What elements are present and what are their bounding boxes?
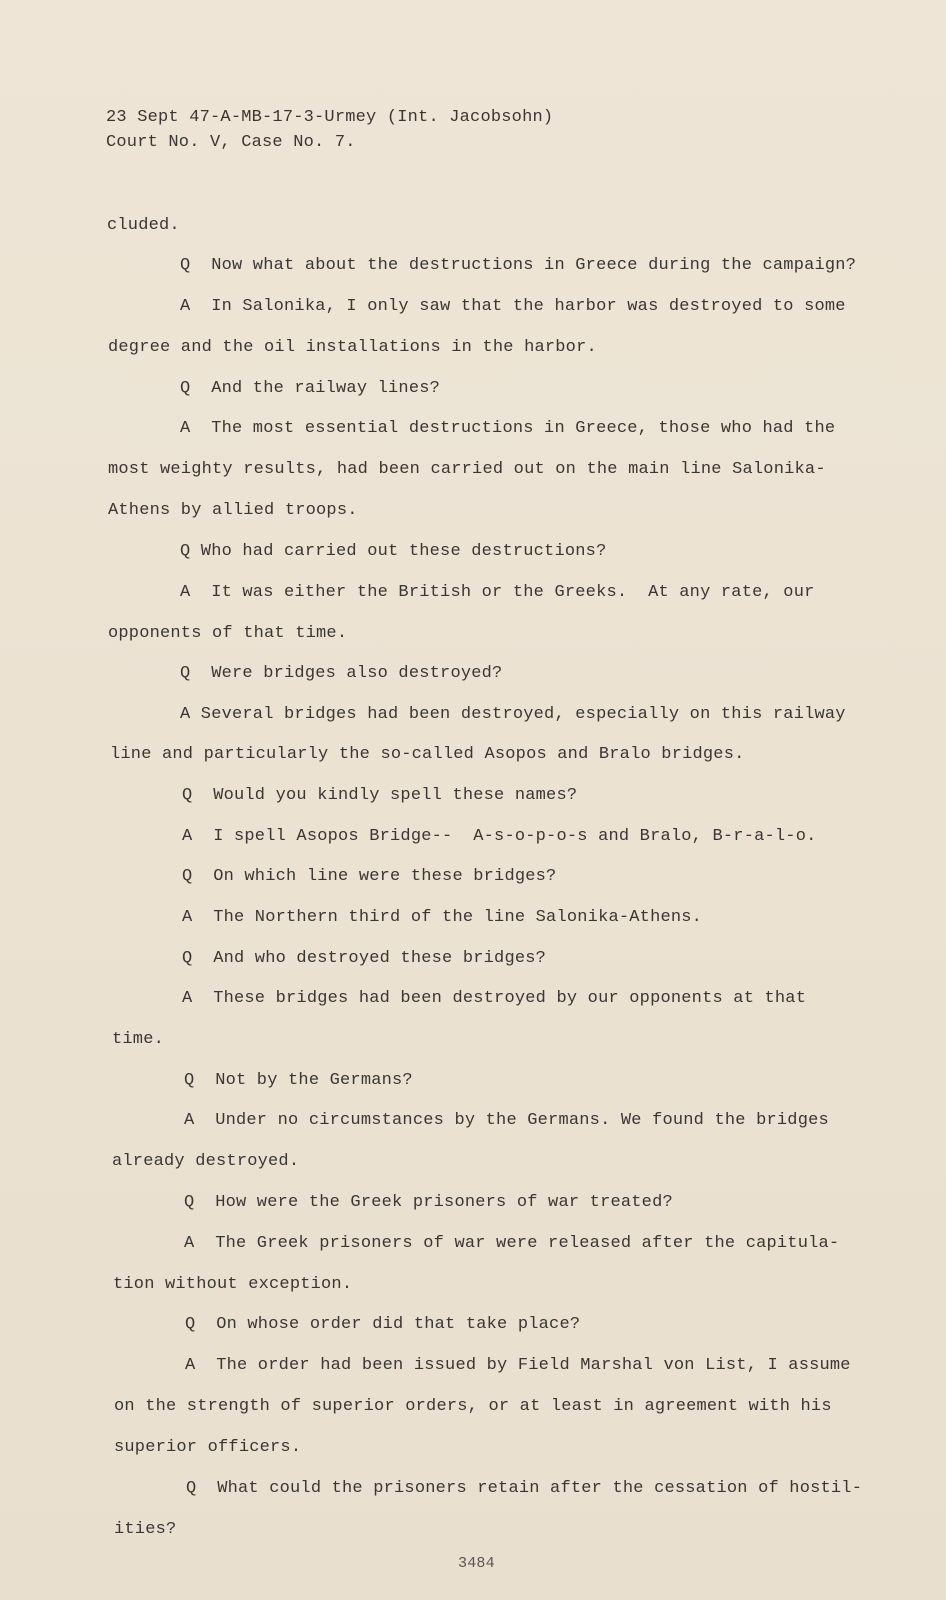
transcript-line: A These bridges had been destroyed by our opponents at that bbox=[182, 989, 807, 1008]
transcript-line: line and particularly the so-called Asopos and Bralo bridges. bbox=[110, 745, 745, 764]
transcript-line: Q Who had carried out these destructions? bbox=[180, 542, 607, 561]
transcript-line: time. bbox=[112, 1030, 165, 1049]
transcript-line: A It was either the British or the Greeks. At any rate, our bbox=[180, 583, 815, 602]
transcript-line: Q Would you kindly spell these names? bbox=[182, 786, 578, 805]
header-court: Court No. V, Case No. 7. bbox=[106, 133, 356, 152]
transcript-line: A The order had been issued by Field Marshal von List, I assume bbox=[185, 1356, 851, 1375]
transcript-line: superior officers. bbox=[114, 1438, 302, 1457]
transcript-line: Q Not by the Germans? bbox=[184, 1071, 413, 1090]
transcript-line: cluded. bbox=[107, 216, 180, 235]
transcript-line: Q And who destroyed these bridges? bbox=[182, 949, 547, 968]
transcript-line: ities? bbox=[114, 1520, 177, 1539]
transcript-line: on the strength of superior orders, or at least in agreement with his bbox=[114, 1397, 832, 1416]
transcript-line: most weighty results, had been carried out on the main line Salonika- bbox=[108, 460, 826, 479]
transcript-line: Q Were bridges also destroyed? bbox=[180, 664, 503, 683]
transcript-line: Q What could the prisoners retain after the cessation of hostil- bbox=[186, 1479, 863, 1498]
transcript-line: A The most essential destructions in Greece, those who had the bbox=[180, 419, 836, 438]
transcript-line: degree and the oil installations in the harbor. bbox=[108, 338, 597, 357]
transcript-line: Q On which line were these bridges? bbox=[182, 867, 557, 886]
transcript-line: Q Now what about the destructions in Greece during the campaign? bbox=[180, 256, 857, 275]
transcript-line: tion without exception. bbox=[113, 1275, 353, 1294]
transcript-line: A The Greek prisoners of war were released after the capitula- bbox=[184, 1234, 840, 1253]
transcript-line: already destroyed. bbox=[112, 1152, 300, 1171]
transcript-line: A Several bridges had been destroyed, especially on this railway bbox=[180, 705, 846, 724]
transcript-line: Athens by allied troops. bbox=[108, 501, 358, 520]
transcript-line: A I spell Asopos Bridge-- A-s-o-p-o-s and Bralo, B-r-a-l-o. bbox=[182, 827, 817, 846]
header-case-reference: 23 Sept 47-A-MB-17-3-Urmey (Int. Jacobsohn) bbox=[106, 108, 554, 127]
transcript-line: A Under no circumstances by the Germans. We found the bridges bbox=[184, 1111, 829, 1130]
transcript-line: Q And the railway lines? bbox=[180, 379, 441, 398]
transcript-line: Q How were the Greek prisoners of war treated? bbox=[184, 1193, 673, 1212]
transcript-line: A The Northern third of the line Salonika-Athens. bbox=[182, 908, 703, 927]
transcript-line: opponents of that time. bbox=[108, 624, 348, 643]
transcript-line: A In Salonika, I only saw that the harbor was destroyed to some bbox=[180, 297, 846, 316]
transcript-line: Q On whose order did that take place? bbox=[185, 1315, 581, 1334]
page-number: 3484 bbox=[458, 1555, 495, 1572]
